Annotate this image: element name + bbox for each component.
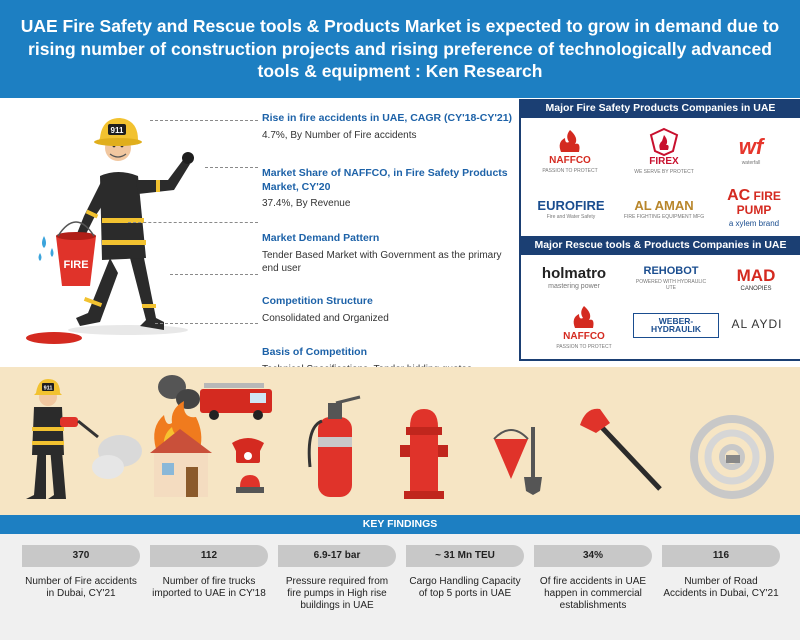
finding-fire-trucks [150, 545, 268, 600]
bucket-label: FIRE [63, 259, 89, 271]
telephone-icon [232, 438, 264, 463]
logo-al-aman: AL AMAN FIRE FIGHTING EQUIPMENT MFG [623, 197, 705, 220]
finding-label: Pressure required from fire pumps in High rise buildings in UAE [285, 576, 389, 612]
finding-label: Number of Fire accidents in Dubai, CY'21 [25, 576, 137, 600]
point-title: Market Share of NAFFCO, in Fire Safety Products Market, CY'20 [262, 167, 508, 193]
market-points [262, 112, 517, 387]
point-desc: Consolidated and Organized [262, 312, 389, 324]
point-fire-accidents-cagr [262, 112, 517, 156]
puddle-shape [26, 332, 82, 344]
leader-line [128, 222, 258, 223]
header-banner [0, 0, 800, 98]
point-title: Market Demand Pattern [262, 232, 380, 244]
logo-al-aydi: AL AYDI [731, 317, 783, 331]
fire-hydrant-icon [400, 409, 448, 499]
finding-road-accidents [662, 545, 780, 600]
logo-naffco-rescue: NAFFCO PASSION TO PROTECT [549, 299, 619, 355]
finding-fire-accidents-dubai [22, 545, 140, 600]
point-demand-pattern [262, 232, 517, 284]
rescue-companies-heading: Major Rescue tools & Products Companies in UAE [521, 236, 800, 255]
helmet-label: 911 [110, 126, 124, 135]
leader-line [155, 323, 258, 324]
fire-truck-icon [200, 383, 272, 420]
leader-line [170, 274, 258, 275]
point-desc: Tender Based Market with Government as the primary end user [262, 249, 502, 274]
finding-label: Number of Road Accidents in Dubai, CY'21 [663, 576, 779, 600]
fire-companies-heading: Major Fire Safety Products Companies in UAE [521, 99, 800, 118]
fire-hose-icon [694, 419, 770, 495]
finding-label: Cargo Handling Capacity of top 5 ports in UAE [409, 576, 521, 600]
fire-bucket-shovel-icon [494, 427, 542, 495]
key-findings-heading: KEY FINDINGS [0, 515, 800, 534]
finding-value: 112 [150, 545, 268, 567]
point-title: Rise in fire accidents in UAE, CAGR (CY'18-CY'21) [262, 112, 513, 124]
leader-line [150, 120, 258, 121]
svg-text:911: 911 [43, 385, 53, 392]
finding-value: 116 [662, 545, 780, 567]
fire-axe-icon [580, 409, 660, 489]
finding-label: Number of fire trucks imported to UAE in CY'18 [152, 576, 266, 600]
logo-weber-hydraulik: WEBER-HYDRAULIK [633, 311, 719, 339]
finding-value: 370 [22, 545, 140, 567]
point-competition-structure [262, 295, 517, 335]
equipment-illustrations [0, 367, 800, 515]
logo-firex: FIREX WE SERVE BY PROTECT [629, 123, 699, 179]
finding-value: 34% [534, 545, 652, 567]
finding-pump-pressure [278, 545, 396, 613]
point-title: Basis of Competition [262, 346, 368, 358]
finding-cargo-capacity [406, 545, 524, 600]
finding-value: 6.9-17 bar [278, 545, 396, 567]
page-title: UAE Fire Safety and Rescue tools & Products Market is expected to grow in demand due to rising number of construction projects and rising preference of technologically advanced tools & equipment : Ken Research [20, 16, 780, 82]
logo-rehobot: REHOBOT POWERED WITH HYDRAULIC UTE [635, 264, 707, 291]
logo-mad-canopies: MAD CANOPIES [736, 265, 776, 292]
finding-label: Of fire accidents in UAE happen in commercial establishments [539, 576, 647, 612]
point-desc: 37.4%, By Revenue [262, 198, 351, 210]
point-naffco-share [262, 167, 517, 221]
logo-holmatro: holmatro mastering power [541, 265, 607, 290]
alarm-light-icon [236, 475, 264, 493]
logo-naffco: NAFFCO PASSION TO PROTECT [535, 123, 605, 179]
logo-eurofire: EUROFIRE Fire and Water Safety [537, 197, 605, 220]
fire-extinguisher-icon [309, 397, 360, 497]
finding-commercial-share [534, 545, 652, 613]
logo-waterfall: wf waterfall [738, 134, 764, 166]
finding-value: ~ 31 Mn TEU [406, 545, 524, 567]
leader-line [205, 167, 258, 168]
point-title: Competition Structure [262, 295, 373, 307]
point-desc: 4.7%, By Number of Fire accidents [262, 129, 417, 141]
companies-panel [519, 99, 800, 361]
firefighter-extinguisher-icon [26, 379, 142, 499]
logo-ac-fire-pump: AC FIRE PUMP a xylem brand [727, 187, 781, 228]
